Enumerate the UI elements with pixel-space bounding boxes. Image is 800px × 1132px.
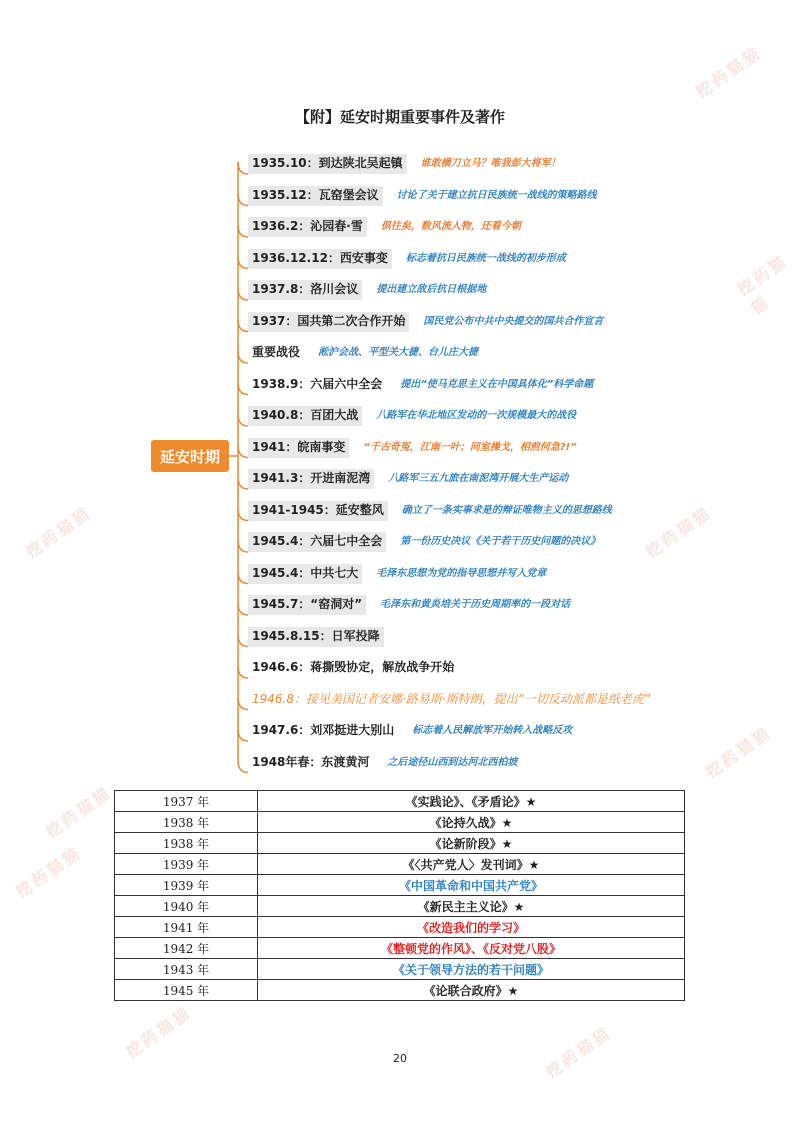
event-label: 1938.9：六届六中全会 xyxy=(252,376,383,391)
event-label: 1935.12：瓦窑堡会议 xyxy=(248,186,383,206)
work-cell: 《〈共产党人〉发刊词》★ xyxy=(258,854,685,875)
event-description: 讨论了关于建立抗日民族统一战线的策略路线 xyxy=(396,189,597,201)
work-cell: 《中国革命和中国共产党》 xyxy=(258,875,685,896)
work-cell: 《改造我们的学习》 xyxy=(258,917,685,938)
event-row xyxy=(248,621,384,647)
year-cell: 1938 年 xyxy=(115,833,258,854)
event-row xyxy=(248,400,576,426)
event-label: 1935.10：到达陕北吴起镇 xyxy=(248,154,407,174)
year-cell: 1939 年 xyxy=(115,854,258,875)
branch-connector xyxy=(238,383,248,395)
event-row xyxy=(248,495,612,521)
table-row xyxy=(115,791,685,812)
event-row xyxy=(248,526,600,552)
watermark: 挖药猫猫 xyxy=(691,42,766,102)
event-row xyxy=(248,747,517,773)
watermark: 挖药猫猫 xyxy=(541,1022,616,1082)
year-cell: 1943 年 xyxy=(115,959,258,980)
event-row xyxy=(248,369,593,395)
branch-connector xyxy=(238,635,248,647)
branch-connector xyxy=(238,729,248,741)
branch-connector xyxy=(238,257,248,269)
event-description: 标志着抗日民族统一战线的初步形成 xyxy=(405,252,566,264)
event-row xyxy=(248,306,603,332)
event-description: 淞沪会战、平型关大捷、台儿庄大捷 xyxy=(318,347,479,358)
event-description: 确立了一条实事求是的辩证唯物主义的思想路线 xyxy=(401,504,612,516)
event-row xyxy=(248,337,478,363)
event-label: 1946.6：蒋撕毁协定，解放战争开始 xyxy=(252,660,455,674)
works-table xyxy=(114,790,685,1001)
branch-connector xyxy=(238,666,248,678)
event-label: 1937：国共第二次合作开始 xyxy=(248,312,409,332)
table-row xyxy=(115,854,685,875)
event-label: 1945.7：“窑洞对” xyxy=(248,595,366,615)
branch-connector xyxy=(238,603,248,615)
watermark: 挖药猫猫 xyxy=(121,1002,196,1062)
table-row xyxy=(115,917,685,938)
branch-connector xyxy=(238,288,248,300)
branch-connector xyxy=(238,761,248,773)
work-cell: 《新民主主义论》★ xyxy=(258,896,685,917)
branch-connector xyxy=(238,446,248,458)
event-label: 1946.8：接见美国记者安娜·路易斯·斯特朗，提出“一切反动派都是纸老虎” xyxy=(252,691,651,706)
event-row xyxy=(248,211,521,237)
work-cell: 《整顿党的作风》、《反对党八股》 xyxy=(258,938,685,959)
event-row xyxy=(248,274,486,300)
event-label: 1947.6：刘邓挺进大别山 xyxy=(252,723,395,737)
branch-connector xyxy=(238,414,248,426)
event-description: 八路军在华北地区发动的一次规模最大的战役 xyxy=(376,410,577,421)
event-label: 1940.8：百团大战 xyxy=(248,406,362,426)
event-description: 提出“使马克思主义在中国具体化”科学命题 xyxy=(400,378,594,390)
page-title: 【附】延安时期重要事件及著作 xyxy=(294,108,505,126)
branch-connector xyxy=(238,162,248,174)
event-description: 毛泽东和黄炎培关于历史周期率的一段对话 xyxy=(380,599,571,610)
event-description: “千古奇冤，江南一叶；同室操戈，相煎何急?!” xyxy=(363,441,577,453)
event-row xyxy=(248,715,572,741)
event-description: 国民党公布中共中央提交的国共合作宣言 xyxy=(423,315,604,327)
work-cell: 《论联合政府》★ xyxy=(258,980,685,1001)
branch-connector xyxy=(238,320,248,332)
event-row xyxy=(248,148,561,174)
event-description: 之后途径山西到达河北西柏坡 xyxy=(387,756,518,768)
event-label: 1945.4：六届七中全会 xyxy=(248,532,386,552)
event-label: 1945.8.15：日军投降 xyxy=(248,627,384,647)
event-label: 1936.12.12：西安事变 xyxy=(248,249,392,269)
year-cell: 1945 年 xyxy=(115,980,258,1001)
watermark: 挖药猫猫 xyxy=(733,251,792,319)
event-label: 1937.8：洛川会议 xyxy=(248,280,362,300)
event-label: 1941.3：开进南泥湾 xyxy=(248,469,374,489)
year-cell: 1942 年 xyxy=(115,938,258,959)
event-label: 1936.2：沁园春·雪 xyxy=(248,217,367,237)
watermark: 挖药猫猫 xyxy=(41,782,116,842)
watermark: 挖药猫猫 xyxy=(701,722,776,782)
event-description: 标志着人民解放军开始转入战略反攻 xyxy=(412,725,573,736)
page-number: 20 xyxy=(393,1052,407,1065)
event-description: 谁敢横刀立马？唯我彭大将军！ xyxy=(420,158,561,169)
table-row xyxy=(115,959,685,980)
central-topic: 延安时期 xyxy=(151,440,229,472)
branch-connector xyxy=(238,477,248,489)
event-row xyxy=(248,589,570,615)
event-row xyxy=(248,243,566,269)
watermark: 挖药猫猫 xyxy=(21,502,96,562)
branch-connector xyxy=(238,509,248,521)
event-row xyxy=(248,684,654,710)
year-cell: 1937 年 xyxy=(115,791,258,812)
event-label: 1945.4：中共七大 xyxy=(248,564,362,584)
event-row xyxy=(248,463,568,489)
table-row xyxy=(115,896,685,917)
event-description: 俱往矣，数风流人物，还看今朝 xyxy=(380,221,521,232)
work-cell: 《论新阶段》★ xyxy=(258,833,685,854)
event-description: 毛泽东思想为党的指导思想并写入党章 xyxy=(376,567,547,579)
table-row xyxy=(115,875,685,896)
event-label: 1941-1945：延安整风 xyxy=(248,501,388,521)
table-row xyxy=(115,833,685,854)
table-row xyxy=(115,938,685,959)
year-cell: 1940 年 xyxy=(115,896,258,917)
event-description: 八路军三五九旅在南泥湾开展大生产运动 xyxy=(388,473,569,484)
watermark: 挖药猫猫 xyxy=(641,502,716,562)
work-cell: 《论持久战》★ xyxy=(258,812,685,833)
watermark: 挖药猫猫 xyxy=(11,842,86,902)
table-row xyxy=(115,812,685,833)
event-row xyxy=(248,432,577,458)
event-label: 1948年春：东渡黄河 xyxy=(252,754,370,769)
event-row xyxy=(248,652,458,678)
event-row xyxy=(248,558,546,584)
event-description: 第一份历史决议《关于若干历史问题的决议》 xyxy=(400,536,601,547)
branch-connector xyxy=(238,698,248,710)
event-label: 重要战役 xyxy=(252,345,301,359)
year-cell: 1941 年 xyxy=(115,917,258,938)
work-cell: 《实践论》、《矛盾论》★ xyxy=(258,791,685,812)
year-cell: 1938 年 xyxy=(115,812,258,833)
branch-connector xyxy=(238,194,248,206)
table-row xyxy=(115,980,685,1001)
branch-connector xyxy=(238,351,248,363)
work-cell: 《关于领导方法的若干问题》 xyxy=(258,959,685,980)
branch-connector xyxy=(238,540,248,552)
event-row xyxy=(248,180,597,206)
branch-connector xyxy=(238,572,248,584)
event-description: 提出建立敌后抗日根据地 xyxy=(376,284,487,295)
event-label: 1941：皖南事变 xyxy=(248,438,349,458)
year-cell: 1939 年 xyxy=(115,875,258,896)
branch-connector xyxy=(238,225,248,237)
